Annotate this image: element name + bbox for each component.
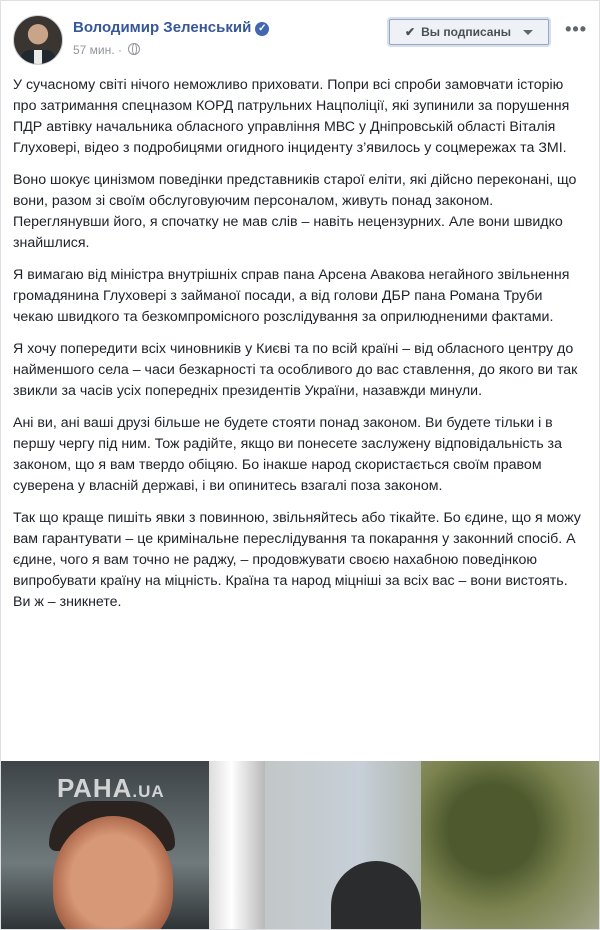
watermark-suffix: .UA	[132, 782, 165, 801]
caret-down-icon	[523, 30, 533, 35]
post-paragraph: Ані ви, ані ваші друзі більше не будете стояти понад законом. Ви будете тільки і в першу чергу під ним. Тож радійте, якщо ви понесете заслужену відповідальність за законом, що я вам твердо обіцяю. Бо інакше народ скористається своїм правом суверена у власній державі, і ви опинитесь взагалі поза законом.	[13, 415, 562, 494]
globe-icon	[128, 43, 140, 55]
video-second-person	[331, 861, 421, 930]
video-preview[interactable]	[1, 761, 599, 930]
subscribed-label: Вы подписаны	[421, 25, 511, 39]
check-icon: ✔	[405, 25, 416, 39]
more-options-icon[interactable]: •••	[565, 19, 587, 39]
post-paragraph: Я хочу попередити всіх чиновників у Києві та по всій країні – від обласного центру до найменшого села – часи безкарності та особливого до вас ставлення, до якого ви так звикли за часів усіх попередніх президентів України, назавжди минули.	[13, 341, 578, 399]
post-paragraph: Воно шокує цинізмом поведінки представників старої еліти, які дійсно переконані, що вони, разом зі своїм обслуговуючим персоналом, живуть понад законом. Переглянувши його, я спочатку не мав слів – навіть нецензурних. Але вони швидко знайшлися.	[13, 172, 577, 251]
post-paragraph: Я вимагаю від міністра внутрішніх справ пана Арсена Авакова негайного звільнення громадянина Глуховері з займаної посади, а від голови ДБР пана Романа Труби чекаю швидкого та безкомпромісного розслідування за оприлюдненими фактами.	[13, 267, 570, 325]
author-name[interactable]	[73, 19, 269, 36]
post-meta	[73, 43, 140, 57]
post-paragraph: У сучасному світі нічого неможливо приховати. Попри всі спроби замовчати історію про затримання спецназом КОРД патрульних Нацполіції, які зупинили за порушення ПДР автівку начальника обласного управління МВС у Дніпровській області Віталія Глуховері, відео з подробицями огидного інциденту з’явилось у соцмережах та ЗМІ.	[13, 77, 570, 156]
post-paragraph: Так що краще пишіть явки з повинною, звільняйтесь або тікайте. Бо єдине, що я можу вам гарантувати – це кримінальне переслідування та покарання у законний спосіб. А єдине, чого я вам точно не раджу, – продовжувати своєю нахабною поведінкою випробувати країну на міцність. Країна та народ міцніші за всіх вас – вони вистоять. Ви ж – зникнете.	[13, 510, 581, 610]
verified-badge-icon: ✓	[255, 22, 269, 36]
video-watermark	[57, 773, 165, 804]
post-text	[13, 75, 585, 624]
post-header	[13, 13, 587, 63]
subscribed-button[interactable]	[389, 19, 549, 45]
post-time[interactable]: 57 мин.	[73, 43, 115, 57]
video-window-frame	[209, 761, 265, 930]
author-name-label[interactable]: Володимир Зеленський	[73, 19, 252, 36]
meta-separator: ·	[117, 43, 126, 57]
video-trees	[421, 761, 599, 930]
avatar[interactable]	[13, 15, 63, 65]
watermark-main: РАНА	[57, 773, 133, 803]
